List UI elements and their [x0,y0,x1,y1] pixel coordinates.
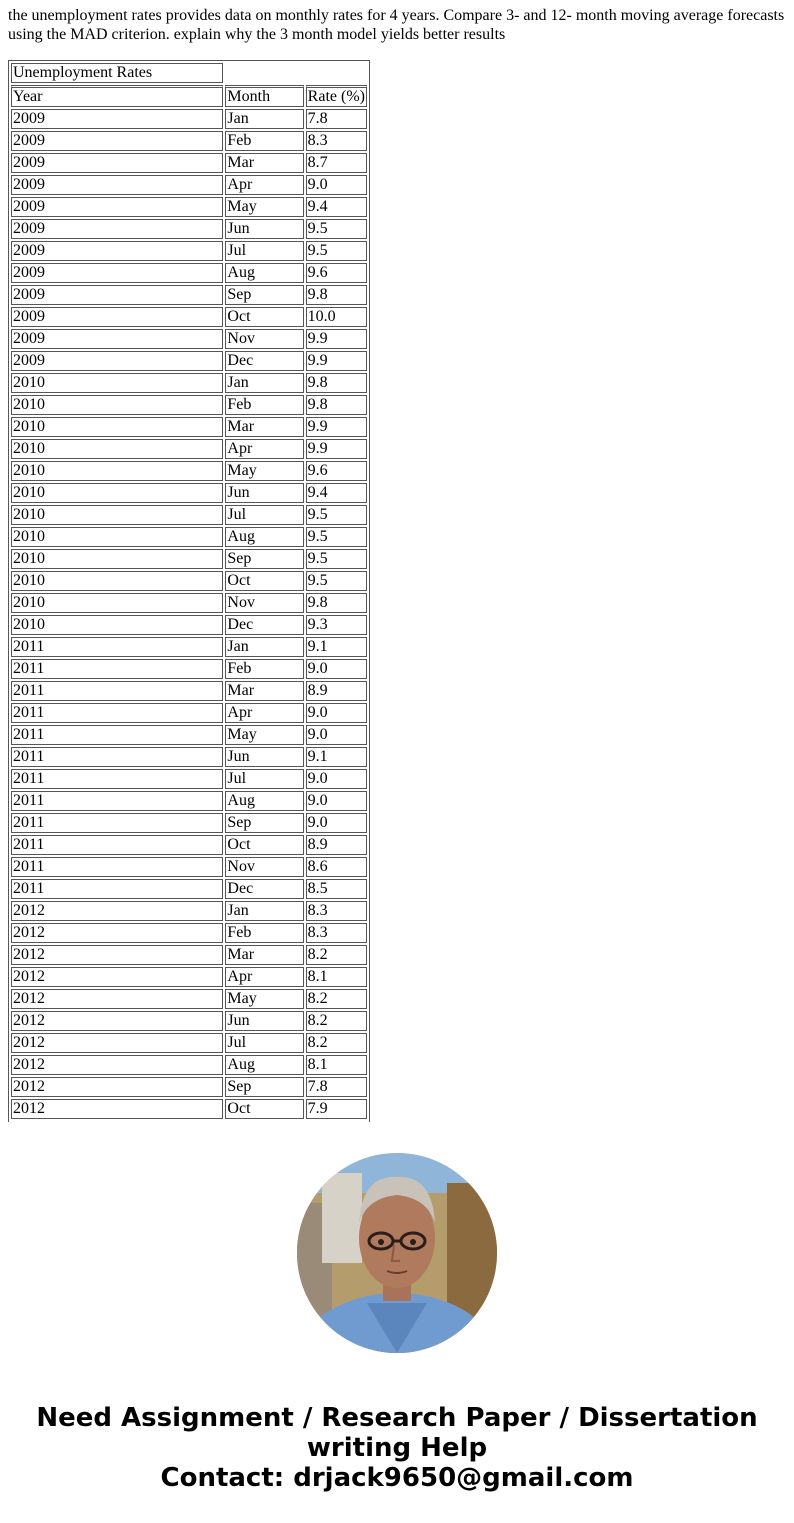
cell-year: 2010 [11,527,223,547]
table-row [11,1011,367,1031]
cell-month: Nov [225,857,303,877]
cell-rate: 9.8 [306,593,367,613]
cell-month: May [225,461,303,481]
cell-rate: 9.8 [306,285,367,305]
cell-rate: 9.1 [306,747,367,767]
cell-month: Oct [225,307,303,327]
cell-month: Feb [225,131,303,151]
unemployment-table-container [8,60,370,1122]
cell-year: 2011 [11,747,223,767]
cell-month: Dec [225,879,303,899]
table-row [11,967,367,987]
cell-year: 2011 [11,835,223,855]
cell-year: 2011 [11,681,223,701]
ad-contact-line: Contact: drjack9650@gmail.com [160,1463,634,1493]
cell-month: Feb [225,395,303,415]
table-row [11,835,367,855]
cell-rate: 8.9 [306,835,367,855]
cell-year: 2009 [11,285,223,305]
table-row [11,263,367,283]
cell-rate: 9.5 [306,527,367,547]
cell-rate: 9.9 [306,351,367,371]
header-rate: Rate (%) [306,85,367,107]
cell-year: 2012 [11,1033,223,1053]
cell-rate: 9.9 [306,329,367,349]
person-portrait-icon [297,1153,497,1353]
question-text: the unemployment rates provides data on monthly rates for 4 years. Compare 3- and 12- month moving average forecasts using the MAD criterion. explain why the 3 month model yields better results [8,7,785,43]
cell-rate: 7.8 [306,1077,367,1097]
cell-month: Jan [225,901,303,921]
cell-month: Jan [225,637,303,657]
cell-rate: 9.0 [306,791,367,811]
cell-month: Apr [225,175,303,195]
cell-year: 2012 [11,945,223,965]
table-row [11,945,367,965]
cell-year: 2009 [11,109,223,129]
cell-month: Jun [225,483,303,503]
table-row [11,659,367,679]
cell-month: Jul [225,1033,303,1053]
cell-year: 2012 [11,923,223,943]
cell-year: 2010 [11,505,223,525]
table-row [11,351,367,371]
cell-year: 2011 [11,659,223,679]
table-row [11,329,367,349]
table-row [11,109,367,129]
cell-month: Jul [225,241,303,261]
table-row [11,879,367,899]
cell-month: Dec [225,351,303,371]
cell-month: Jan [225,373,303,393]
cell-month: May [225,725,303,745]
cell-year: 2012 [11,967,223,987]
cell-month: May [225,197,303,217]
cell-month: Mar [225,945,303,965]
table-row [11,197,367,217]
table-row [11,593,367,613]
cell-month: Feb [225,659,303,679]
cell-month: Nov [225,329,303,349]
cell-year: 2011 [11,725,223,745]
cell-rate: 8.5 [306,879,367,899]
table-caption: Unemployment Rates [11,63,223,83]
cell-rate: 8.7 [306,153,367,173]
cell-year: 2009 [11,263,223,283]
table-row [11,571,367,591]
cell-month: Sep [225,813,303,833]
cell-rate: 8.9 [306,681,367,701]
cell-year: 2009 [11,175,223,195]
cell-year: 2011 [11,813,223,833]
cell-month: Aug [225,1055,303,1075]
table-row [11,461,367,481]
cell-rate: 9.8 [306,395,367,415]
table-row [11,1055,367,1075]
cell-year: 2011 [11,857,223,877]
cell-year: 2009 [11,197,223,217]
table-row [11,703,367,723]
cell-rate: 8.2 [306,1033,367,1053]
cell-year: 2010 [11,483,223,503]
cell-rate: 9.8 [306,373,367,393]
cell-month: Aug [225,263,303,283]
cell-rate: 9.4 [306,483,367,503]
table-row [11,747,367,767]
cell-year: 2011 [11,769,223,789]
cell-month: Sep [225,549,303,569]
table-row [11,241,367,261]
cell-rate: 9.0 [306,813,367,833]
cell-rate: 9.5 [306,571,367,591]
table-row [11,153,367,173]
cell-year: 2009 [11,351,223,371]
cell-month: Apr [225,703,303,723]
cell-year: 2009 [11,219,223,239]
cell-year: 2010 [11,417,223,437]
table-header-row [11,85,367,107]
cell-month: Dec [225,615,303,635]
table-row [11,1099,367,1119]
table-row [11,681,367,701]
cell-year: 2011 [11,703,223,723]
cell-year: 2012 [11,989,223,1009]
cell-rate: 8.2 [306,989,367,1009]
cell-month: Jun [225,747,303,767]
table-row [11,483,367,503]
table-row [11,769,367,789]
cell-year: 2012 [11,1011,223,1031]
cell-rate: 9.5 [306,219,367,239]
cell-rate: 9.3 [306,615,367,635]
cell-rate: 9.0 [306,659,367,679]
cell-year: 2010 [11,571,223,591]
cell-rate: 9.5 [306,241,367,261]
cell-year: 2012 [11,901,223,921]
cell-rate: 9.5 [306,505,367,525]
cell-rate: 9.9 [306,439,367,459]
cell-rate: 10.0 [306,307,367,327]
table-row [11,791,367,811]
table-row [11,131,367,151]
cell-rate: 8.6 [306,857,367,877]
table-row [11,175,367,195]
cell-year: 2010 [11,373,223,393]
cell-month: Sep [225,1077,303,1097]
cell-rate: 9.6 [306,263,367,283]
table-row [11,505,367,525]
table-row [11,725,367,745]
table-row [11,219,367,239]
table-row [11,901,367,921]
table-row [11,989,367,1009]
table-row [11,857,367,877]
cell-year: 2010 [11,549,223,569]
cell-year: 2011 [11,879,223,899]
cell-year: 2012 [11,1099,223,1119]
cell-rate: 8.3 [306,131,367,151]
cell-rate: 9.5 [306,549,367,569]
cell-rate: 8.2 [306,1011,367,1031]
cell-year: 2010 [11,593,223,613]
cell-month: Jul [225,769,303,789]
profile-photo [297,1153,497,1353]
cell-month: Jun [225,1011,303,1031]
cell-year: 2009 [11,241,223,261]
cell-month: Jun [225,219,303,239]
cell-rate: 9.0 [306,703,367,723]
cell-month: Oct [225,835,303,855]
cell-rate: 9.1 [306,637,367,657]
cell-month: Mar [225,417,303,437]
cell-rate: 9.0 [306,175,367,195]
cell-rate: 9.0 [306,769,367,789]
cell-year: 2012 [11,1055,223,1075]
ad-line-1: Need Assignment / Research Paper / Dissertation [36,1403,758,1433]
cell-year: 2010 [11,439,223,459]
cell-month: Jul [225,505,303,525]
cell-rate: 8.3 [306,901,367,921]
cell-month: Apr [225,439,303,459]
cell-rate: 8.1 [306,1055,367,1075]
cell-month: Oct [225,1099,303,1119]
cell-rate: 9.4 [306,197,367,217]
table-row [11,813,367,833]
table-row [11,637,367,657]
cell-rate: 7.8 [306,109,367,129]
cell-year: 2011 [11,791,223,811]
cell-month: Mar [225,153,303,173]
cell-month: Apr [225,967,303,987]
table-row [11,395,367,415]
cell-month: Nov [225,593,303,613]
cell-year: 2010 [11,461,223,481]
header-year: Year [11,85,223,107]
table-row [11,1077,367,1097]
cell-rate: 9.6 [306,461,367,481]
contact-advertisement [0,1403,794,1493]
table-row [11,285,367,305]
table-row [11,1033,367,1053]
cell-year: 2009 [11,329,223,349]
ad-line-2: writing Help [306,1433,488,1463]
cell-month: May [225,989,303,1009]
cell-rate: 9.9 [306,417,367,437]
cell-month: Oct [225,571,303,591]
cell-rate: 8.3 [306,923,367,943]
cell-year: 2009 [11,307,223,327]
table-row [11,615,367,635]
cell-year: 2009 [11,153,223,173]
cell-month: Jan [225,109,303,129]
cell-year: 2009 [11,131,223,151]
header-month: Month [225,85,303,107]
cell-rate: 7.9 [306,1099,367,1119]
table-row [11,549,367,569]
table-row [11,307,367,327]
cell-rate: 9.0 [306,725,367,745]
table-row [11,417,367,437]
cell-year: 2010 [11,615,223,635]
cell-year: 2011 [11,637,223,657]
cell-year: 2012 [11,1077,223,1097]
unemployment-rates-table [9,61,369,1121]
cell-year: 2010 [11,395,223,415]
cell-rate: 8.2 [306,945,367,965]
cell-rate: 8.1 [306,967,367,987]
cell-month: Aug [225,791,303,811]
table-row [11,527,367,547]
cell-month: Sep [225,285,303,305]
cell-month: Feb [225,923,303,943]
cell-month: Mar [225,681,303,701]
table-row [11,439,367,459]
table-caption-row [11,63,367,83]
cell-month: Aug [225,527,303,547]
table-row [11,923,367,943]
table-row [11,373,367,393]
